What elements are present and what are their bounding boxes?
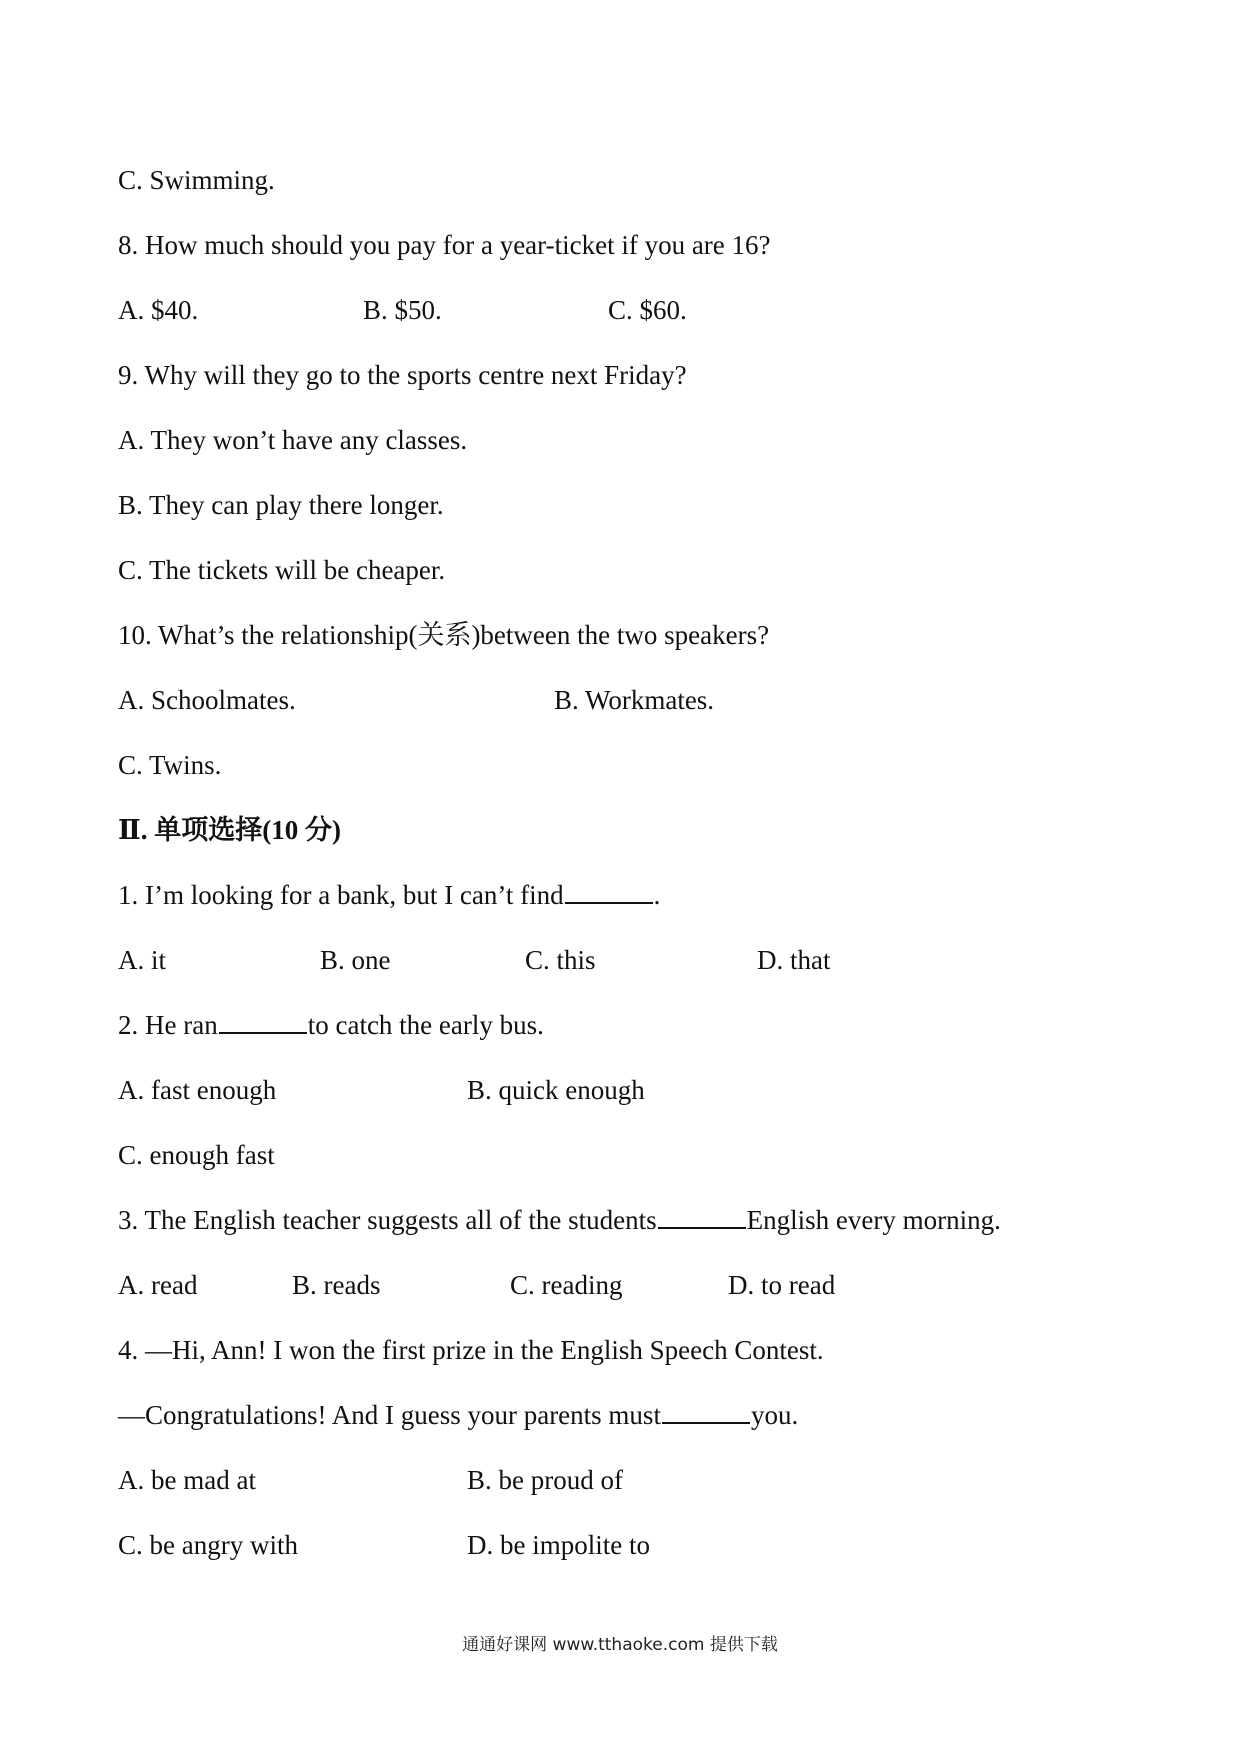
q8-option-a: A. $40.	[118, 295, 199, 325]
q9-question: 9. Why will they go to the sports centre next Friday?	[118, 360, 687, 390]
s2-q2-option-b: B. quick enough	[467, 1075, 645, 1105]
s2-q4-option-c: C. be angry with	[118, 1530, 298, 1560]
q8-option-b: B. $50.	[363, 295, 442, 325]
q10-question: 10. What’s the relationship(关系)between the two speakers?	[118, 620, 770, 650]
s2-q3-option-a: A. read	[118, 1270, 198, 1300]
s2-q2-text: 2. He ran	[118, 1010, 218, 1040]
s2-q4-text: —Congratulations! And I guess your parents must	[118, 1400, 661, 1430]
s2-q4-option-d: D. be impolite to	[467, 1530, 650, 1560]
s2-q1-end: .	[653, 880, 661, 910]
answer-blank	[658, 1203, 746, 1229]
answer-blank	[565, 878, 653, 904]
s2-q2-end: to catch the early bus.	[307, 1010, 544, 1040]
q10-option-a: A. Schoolmates.	[118, 685, 296, 715]
q9-option-b: B. They can play there longer.	[118, 490, 444, 520]
s2-q1-text: 1. I’m looking for a bank, but I can’t find	[118, 880, 564, 910]
section-2-title: Ⅱ. 单项选择(10 分)	[118, 815, 341, 845]
q8-option-c: C. $60.	[608, 295, 687, 325]
s2-q3-option-b: B. reads	[292, 1270, 381, 1300]
q9-option-c: C. The tickets will be cheaper.	[118, 555, 446, 585]
answer-blank	[219, 1008, 307, 1034]
s2-q4-line1: 4. —Hi, Ann! I won the first prize in the English Speech Contest.	[118, 1335, 824, 1365]
s2-q3-text: 3. The English teacher suggests all of the students	[118, 1205, 657, 1235]
q10-option-b: B. Workmates.	[554, 685, 715, 715]
page-footer: 通通好课网 www.tthaoke.com 提供下载	[462, 1635, 778, 1655]
s2-q3-question	[118, 1202, 1001, 1238]
s2-q4-line2	[118, 1397, 798, 1433]
s2-q3-option-c: C. reading	[510, 1270, 623, 1300]
q9-option-a: A. They won’t have any classes.	[118, 425, 468, 455]
s2-q3-option-d: D. to read	[728, 1270, 836, 1300]
s2-q1-question	[118, 877, 660, 913]
q7-option-c: C. Swimming.	[118, 165, 275, 195]
q8-question: 8. How much should you pay for a year-ticket if you are 16?	[118, 230, 771, 260]
s2-q3-end: English every morning.	[746, 1205, 1001, 1235]
s2-q4-option-b: B. be proud of	[467, 1465, 623, 1495]
s2-q2-option-c: C. enough fast	[118, 1140, 275, 1170]
s2-q4-end: you.	[750, 1400, 799, 1430]
s2-q1-option-b: B. one	[320, 945, 391, 975]
s2-q4-option-a: A. be mad at	[118, 1465, 256, 1495]
s2-q2-question	[118, 1007, 544, 1043]
s2-q1-option-a: A. it	[118, 945, 167, 975]
s2-q2-option-a: A. fast enough	[118, 1075, 277, 1105]
s2-q1-option-c: C. this	[525, 945, 596, 975]
q10-option-c: C. Twins.	[118, 750, 222, 780]
s2-q1-option-d: D. that	[757, 945, 831, 975]
answer-blank	[662, 1398, 750, 1424]
